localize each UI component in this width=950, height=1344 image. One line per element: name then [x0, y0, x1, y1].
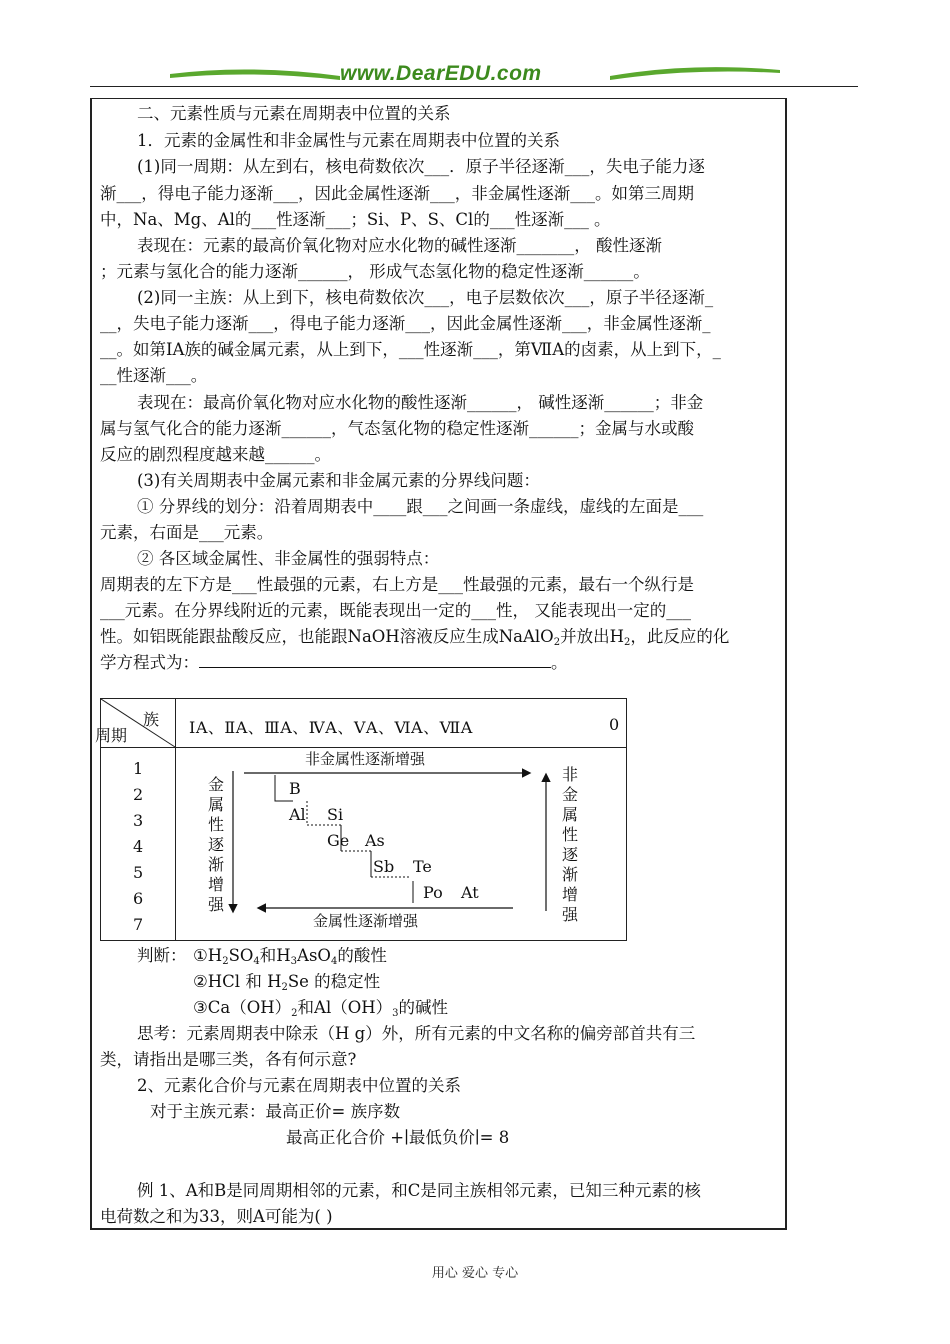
vertical-char: 增	[561, 885, 578, 904]
text-segment: ②HCl 和 H	[193, 972, 282, 991]
text-segment: 和Al（OH）	[297, 998, 393, 1017]
text-line: 属与氢气化合的能力逐渐______，气态氢化物的稳定性逐渐______；金属与水或酸	[100, 419, 694, 438]
text-line: ___元素。在分界线附近的元素，既能表现出一定的___性， 又能表现出一定的___	[100, 601, 691, 620]
subscript: 2	[291, 1008, 298, 1019]
corner-label-period: 周期	[95, 726, 128, 745]
subscript: 2	[553, 637, 561, 648]
valence-rule-1: 对于主族元素：最高正价= 族序数	[150, 1102, 401, 1121]
vertical-char: 金	[207, 775, 224, 794]
element-Si: Si	[327, 805, 344, 824]
vertical-char: 金	[561, 785, 578, 804]
judge-question-2	[193, 972, 380, 998]
vertical-char: 增	[207, 875, 224, 894]
text-segment: SO	[228, 946, 254, 965]
valence-rule-2: 最高正化合价 +∣最低负价∣= 8	[286, 1128, 510, 1147]
header-logo-text[interactable]: www.DearEDU.com	[340, 62, 542, 85]
subscript: 2	[222, 956, 229, 967]
element-Sb: Sb	[373, 857, 395, 876]
think-question-cont: 类，请指出是哪三类，各有何示意?	[100, 1050, 357, 1069]
period-number: 3	[133, 811, 144, 830]
text-segment: ③Ca（OH）	[193, 998, 292, 1017]
subscript: 4	[253, 956, 260, 967]
text-line: 元素，右面是___元素。	[100, 523, 274, 542]
text-line	[100, 627, 780, 653]
section-2-title: 2、元素化合价与元素在周期表中位置的关系	[137, 1076, 461, 1095]
vertical-char: 强	[561, 905, 578, 924]
text-line: (2)同一主族：从上到下，核电荷数依次___，电子层数依次___，原子半径逐渐_	[137, 288, 714, 307]
text-line: 周期表的左下方是___性最强的元素，右上方是___性最强的元素，最右一个纵行是	[100, 575, 694, 594]
text-segment: 学方程式为：	[100, 653, 199, 672]
text-segment: 性。如铝既能跟盐酸反应，也能跟NaOH溶液反应生成NaAlO	[100, 627, 554, 646]
text-segment: ①H	[193, 946, 223, 965]
period-number: 6	[133, 889, 144, 908]
vertical-char: 非	[561, 765, 578, 784]
period-number: 4	[133, 837, 144, 856]
corner-label-group: 族	[143, 710, 160, 729]
subscript: 2	[281, 982, 288, 993]
judge-label: 判断：	[137, 946, 187, 965]
subscript: 4	[330, 956, 338, 967]
vertical-char: 强	[207, 895, 224, 914]
period-number: 1	[133, 759, 144, 778]
subscript: 3	[290, 956, 298, 967]
period-number: 7	[133, 915, 144, 934]
element-Ge: Ge	[327, 831, 350, 850]
text-segment: 。	[551, 653, 568, 672]
subscript: 2	[623, 637, 631, 648]
answer-blank[interactable]	[199, 653, 551, 668]
text-line: ② 各区域金属性、非金属性的强弱特点：	[137, 549, 440, 568]
text-segment: 并放出H	[560, 627, 624, 646]
text-line: (1)同一周期：从左到右，核电荷数依次___．原子半径逐渐___，失电子能力逐	[137, 157, 705, 176]
element-Te: Te	[413, 857, 432, 876]
text-line: 反应的剧烈程度越来越______。	[100, 445, 331, 464]
vertical-char: 属	[561, 805, 578, 824]
text-line: ；元素与氢化合的能力逐渐______， 形成气态氢化物的稳定性逐渐______。	[100, 262, 650, 281]
text-line: __。如第IA族的碱金属元素，从上到下，___性逐渐___，第ⅦA的卤素，从上到下，_	[100, 340, 721, 359]
vertical-char: 属	[207, 795, 224, 814]
text-line	[100, 653, 780, 673]
nonmetal-trend-label: 非金属性逐渐增强	[305, 750, 426, 768]
vertical-char: 性	[207, 815, 224, 834]
subsection-1-title: 1．元素的金属性和非金属性与元素在周期表中位置的关系	[137, 131, 560, 150]
text-line: 中，Na、Mg、Al的___性逐渐___；Si、P、S、Cl的___性逐渐___ 。	[100, 210, 611, 229]
section-1-title: 二、元素性质与元素在周期表中位置的关系	[137, 104, 451, 123]
text-line: ① 分界线的划分：沿着周期表中____跟___之间画一条虚线，虚线的左面是___	[137, 497, 704, 516]
element-Al: Al	[289, 805, 306, 824]
trend-arrows	[101, 699, 628, 942]
text-line: (3)有关周期表中金属元素和非金属元素的分界线问题：	[137, 471, 540, 490]
subscript: 3	[392, 1008, 399, 1019]
page-footer: 用心 爱心 专心	[431, 1266, 519, 1281]
judge-question-3	[193, 998, 448, 1024]
group-header: ⅠA、ⅡA、ⅢA、ⅣA、ⅤA、ⅥA、ⅦA	[189, 718, 473, 737]
vertical-char: 渐	[207, 855, 224, 874]
text-segment: Se 的稳定性	[287, 972, 381, 991]
judge-question-1	[193, 946, 387, 972]
element-At: At	[461, 883, 479, 902]
text-line: __，失电子能力逐渐___，得电子能力逐渐___，因此金属性逐渐___，非金属性逐渐_	[100, 314, 711, 333]
text-segment: 的酸性	[337, 946, 387, 965]
vertical-char: 渐	[561, 865, 578, 884]
period-number: 2	[133, 785, 144, 804]
element-Po: Po	[423, 883, 443, 902]
text-segment: ，此反应的化	[630, 627, 730, 646]
element-B: B	[289, 779, 301, 798]
period-number: 5	[133, 863, 144, 882]
text-line: 表现在：元素的最高价氧化物对应水化物的碱性逐渐_______， 酸性逐渐	[137, 236, 662, 255]
vertical-char: 性	[561, 825, 578, 844]
metal-trend-label: 金属性逐渐增强	[313, 912, 419, 930]
periodic-trend-table	[95, 698, 627, 941]
text-line: __性逐渐___。	[100, 366, 208, 385]
text-segment: 的碱性	[398, 998, 449, 1017]
example-question: 例 1、A和B是同周期相邻的元素，和C是同主族相邻元素，已知三种元素的核	[137, 1181, 701, 1200]
example-question-cont: 电荷数之和为33，则A可能为( )	[100, 1207, 333, 1226]
vertical-char: 逐	[561, 845, 578, 864]
text-line: 表现在：最高价氧化物对应水化物的酸性逐渐______， 碱性逐渐______；非金	[137, 393, 704, 412]
text-segment: AsO	[297, 946, 331, 965]
text-segment: 和H	[259, 946, 291, 965]
think-question: 思考：元素周期表中除汞（H g）外，所有元素的中文名称的偏旁部首共有三	[137, 1024, 696, 1043]
header-rule	[90, 86, 858, 87]
group-zero-header: 0	[609, 715, 620, 734]
text-line: 渐___，得电子能力逐渐___，因此金属性逐渐___，非金属性逐渐___。如第三周期	[100, 184, 694, 203]
element-As: As	[365, 831, 385, 850]
vertical-char: 逐	[207, 835, 224, 854]
